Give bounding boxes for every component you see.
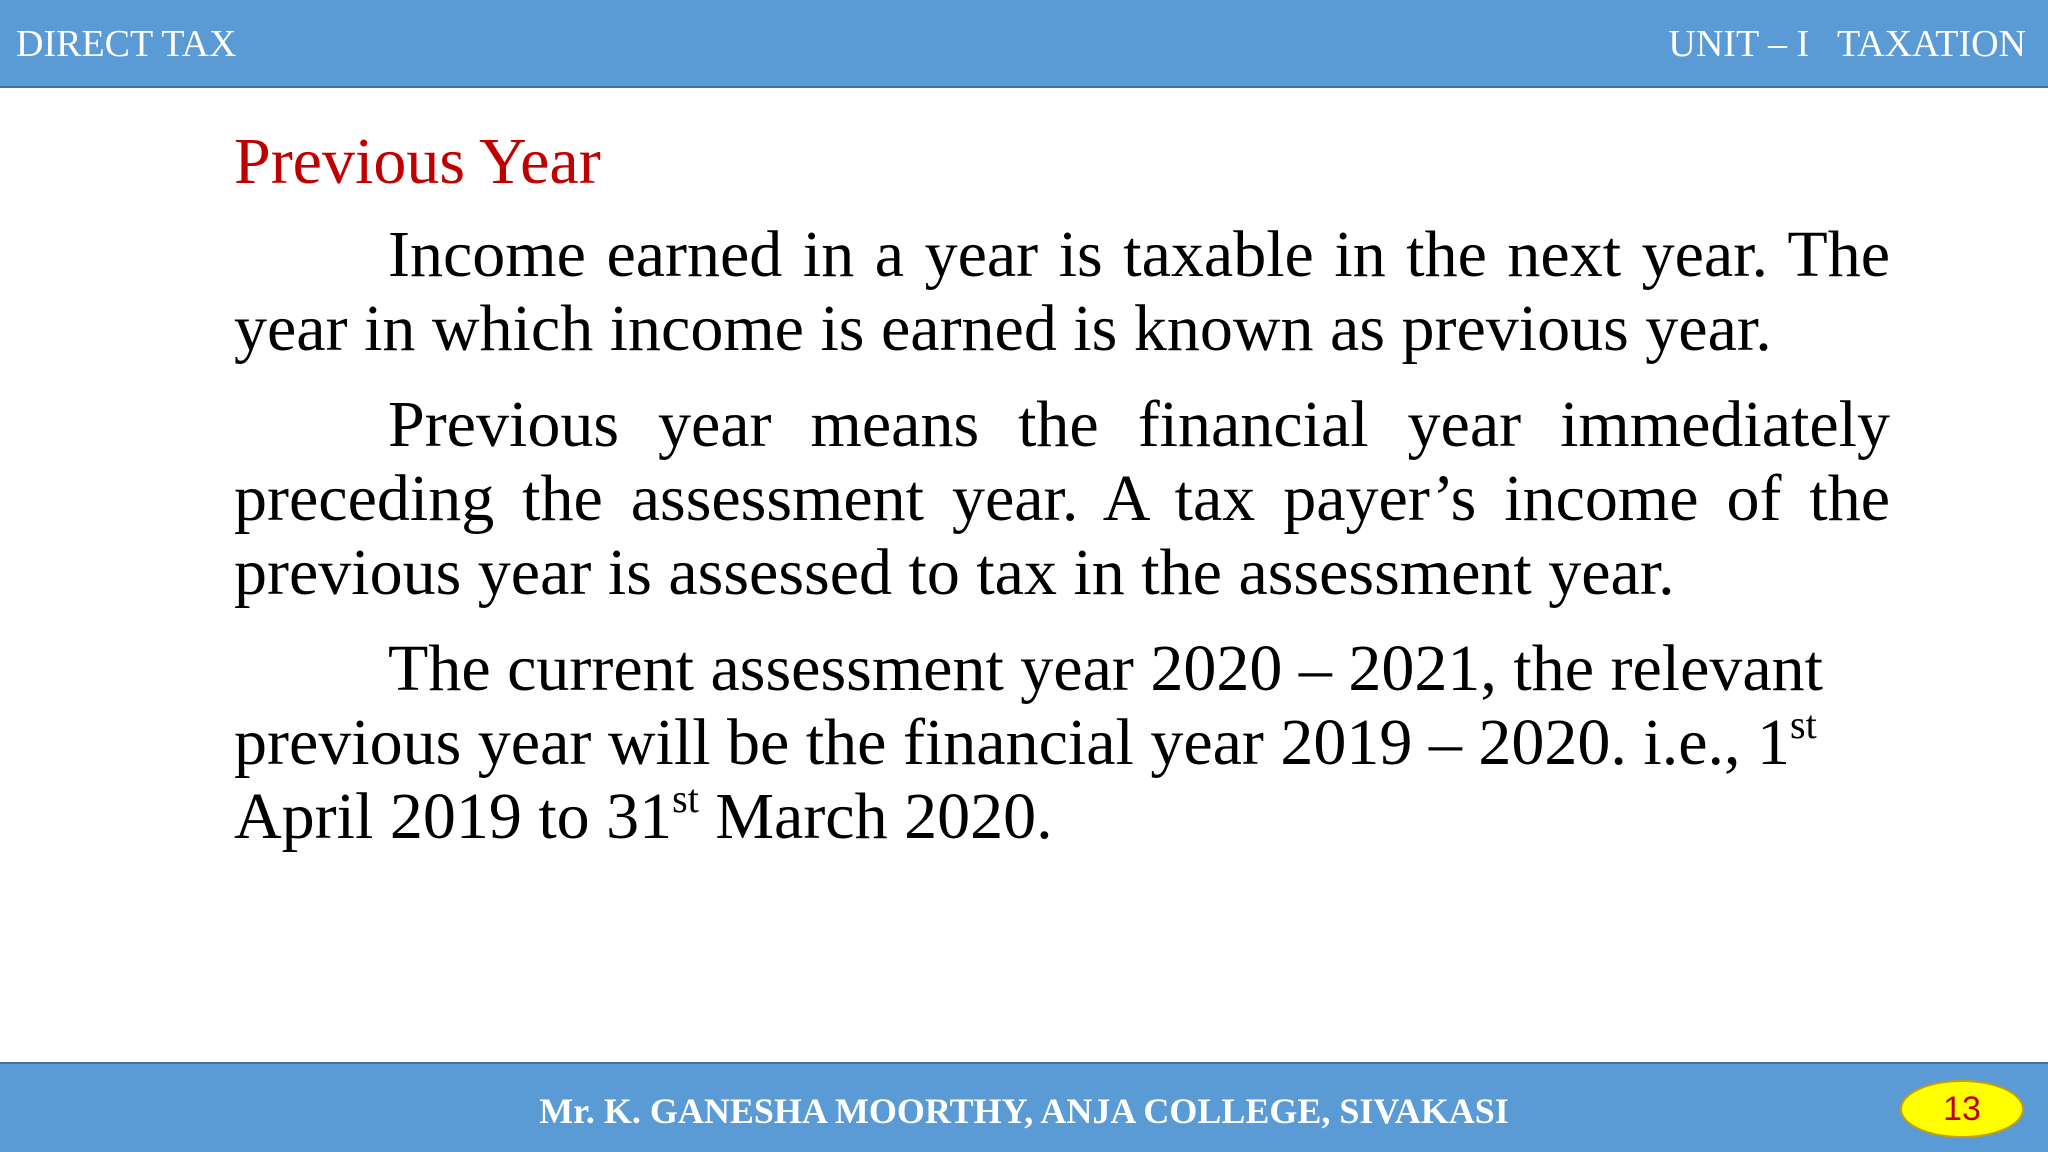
example-text-part-2: April 2019 to 31 xyxy=(234,780,673,853)
footer-bar xyxy=(0,1062,2048,1152)
page-number-badge: 13 xyxy=(1900,1080,2024,1138)
subject-label: DIRECT TAX xyxy=(16,23,237,65)
author-credit: Mr. K. GANESHA MOORTHY, ANJA COLLEGE, SIVAKASI xyxy=(539,1091,1509,1131)
paragraph-definition: Income earned in a year is taxable in the next year. The year in which income is earned is known as previous year. xyxy=(234,218,1890,365)
example-text-part-3: March 2020. xyxy=(698,780,1053,853)
ordinal-suffix: st xyxy=(1790,702,1817,747)
slide-body xyxy=(234,218,1890,876)
unit-label: UNIT – I TAXATION xyxy=(1668,23,2026,65)
slide-title: Previous Year xyxy=(234,125,601,198)
paragraph-meaning: Previous year means the financial year immediately preceding the assessment year. A tax payer’s income of the previous year is assessed to tax in the assessment year. xyxy=(234,388,1890,609)
ordinal-suffix: st xyxy=(672,776,699,821)
header-bar xyxy=(0,0,2048,88)
example-text-part-1: The current assessment year 2020 – 2021, the relevant previous year will be the financial year 2019 – 2020. i.e., 1 xyxy=(234,632,1824,779)
paragraph-example xyxy=(234,632,1890,854)
